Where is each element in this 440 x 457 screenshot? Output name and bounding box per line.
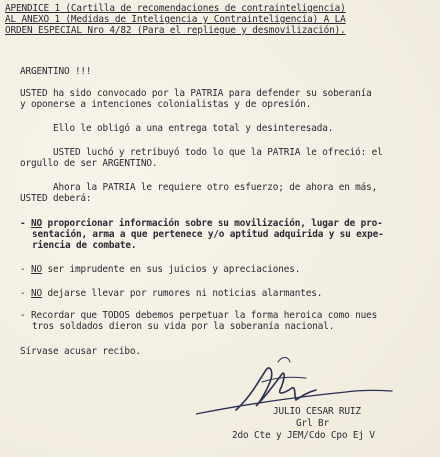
list-item-1-line-2: sentación, arma a que pertenece y/o aptitud adquirida y su expe-	[32, 229, 384, 240]
list-dash: -	[20, 264, 26, 275]
paragraph-3-line-2: orgullo de ser ARGENTINO.	[20, 158, 158, 169]
signatory-rank: Grl Br	[296, 418, 329, 429]
list-item-1-line-3: riencia de combate.	[32, 240, 137, 251]
list-item-1-text: proporcionar información sobre su movilización, lugar de pro-	[42, 218, 383, 229]
closing: Sírvase acusar recibo.	[20, 346, 141, 357]
paragraph-1-line-2: y oponerse a intenciones colonialistas y de opresión.	[20, 99, 312, 110]
list-item-4-line-1	[20, 310, 377, 321]
list-item-4-text: Recordar que TODOS debemos perpetuar la forma heroica como nues	[31, 310, 378, 321]
list-item-1-line-1	[20, 218, 383, 229]
list-item-2-text: ser imprudente en sus juicios y apreciaciones.	[42, 264, 301, 275]
paragraph-1-line-1: USTED ha sido convocado por la PATRIA para defender su soberanía	[20, 88, 372, 99]
list-item-4-line-2: tros soldados dieron su vida por la soberanía nacional.	[32, 321, 335, 332]
paragraph-4-line-1: Ahora la PATRIA le requiere otro esfuerzo; de ahora en más,	[53, 182, 378, 193]
list-dash: -	[20, 218, 26, 229]
list-item-3-text: dejarse llevar por rumores ni noticias alarmantes.	[42, 288, 323, 299]
paragraph-4-line-2: USTED deberá:	[20, 193, 92, 204]
list-item-3	[20, 288, 322, 299]
signatory-name: JULIO CESAR RUIZ	[273, 406, 361, 417]
header-line-2: AL ANEXO 1 (Medidas de Inteligencia y Contrainteligencia) A LA	[5, 14, 346, 25]
paragraph-3-line-1: USTED luchó y retribuyó todo lo que la PATRIA le ofreció: el	[53, 147, 383, 158]
salutation: ARGENTINO !!!	[20, 66, 92, 77]
signatory-position: 2do Cte y JEM/Cdo Cpo Ej V	[232, 430, 375, 441]
list-item-2	[20, 264, 300, 275]
list-dash: -	[20, 310, 26, 321]
list-dash: -	[20, 288, 26, 299]
list-item-1-no: NO	[31, 218, 42, 229]
header-line-1: APENDICE 1 (Cartilla de recomendaciones de contrainteligencia)	[5, 3, 346, 14]
list-item-3-no: NO	[31, 288, 42, 299]
list-item-2-no: NO	[31, 264, 42, 275]
paragraph-2: Ello le obligó a una entrega total y desinteresada.	[53, 123, 334, 134]
header-line-3: ORDEN ESPECIAL Nro 4/82 (Para el repliegue y desmovilización).	[5, 25, 346, 36]
